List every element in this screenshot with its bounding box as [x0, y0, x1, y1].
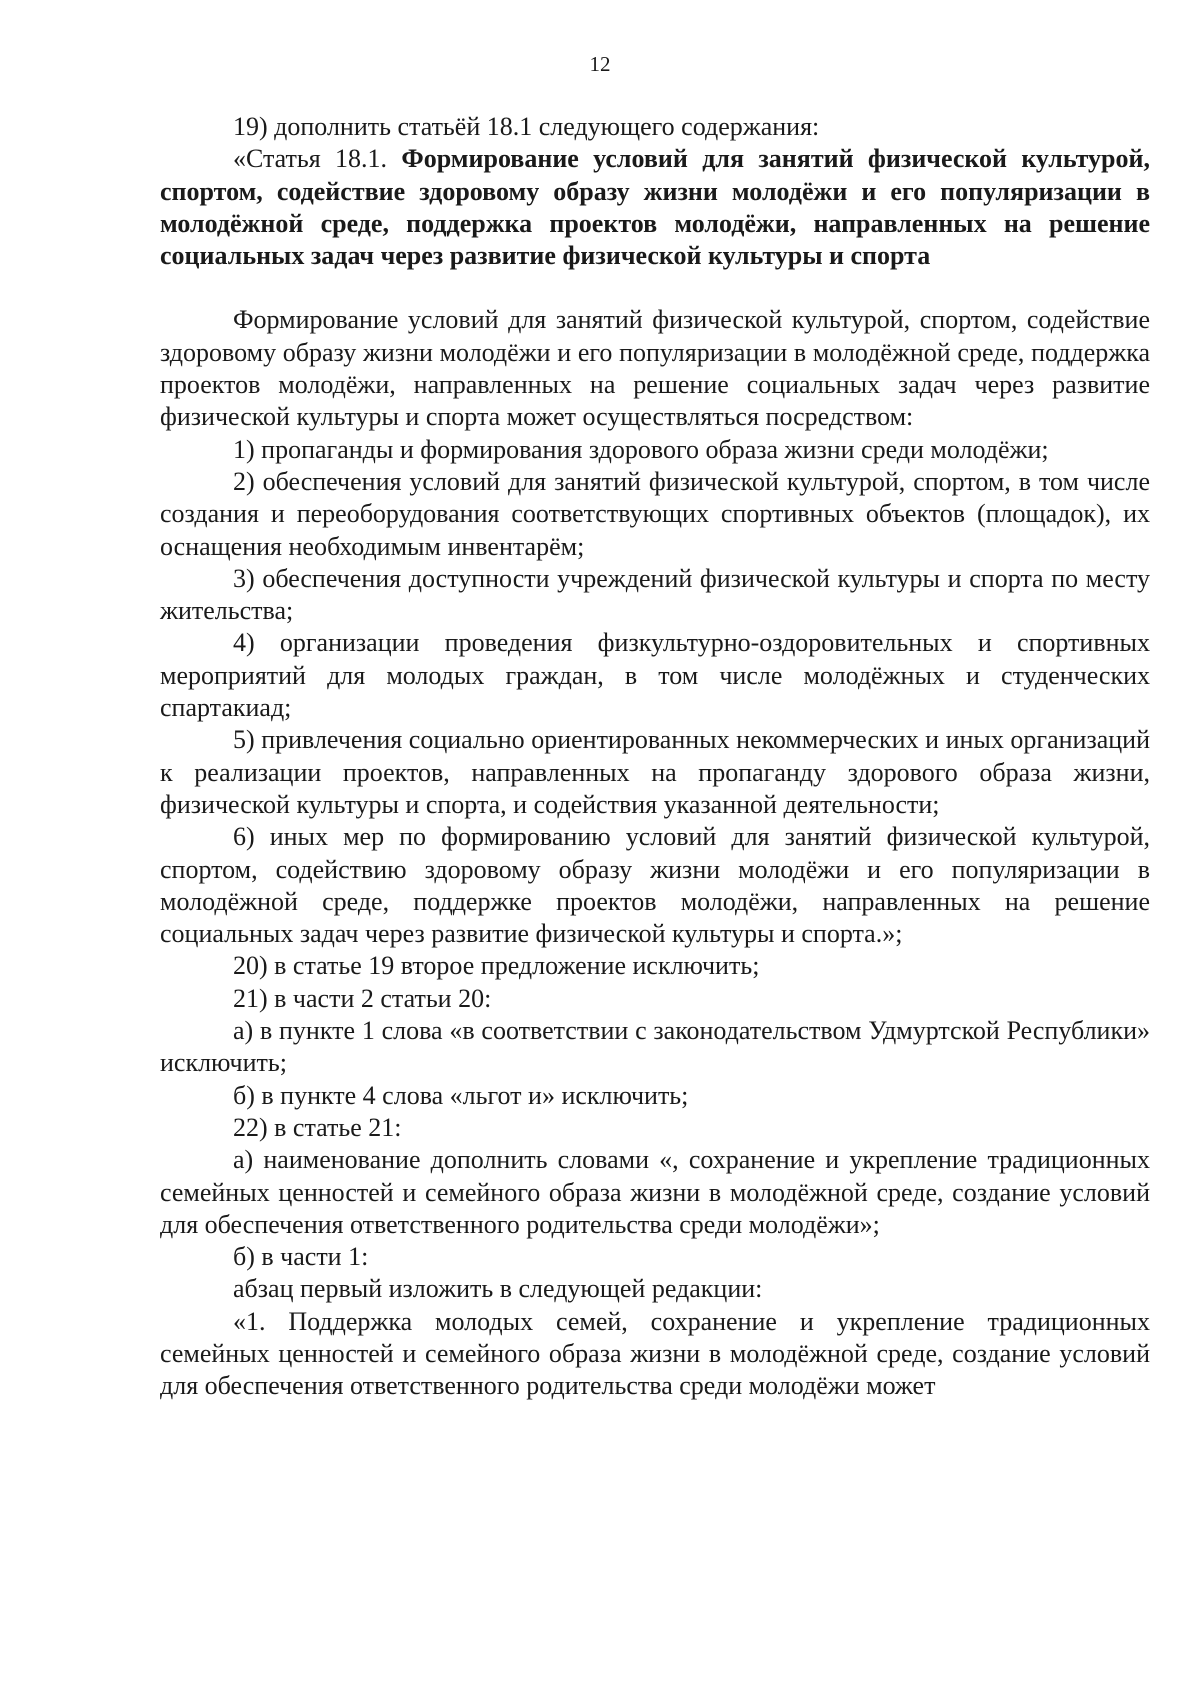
article-number: «Статья 18.1.: [233, 144, 402, 174]
article-title: Формирование условий для занятий физической культурой, спортом, содействие здоровому образу жизни молодёжи и его популяризации в молодёжной среде, поддержка проектов молодёжи, направленных на решение социальных задач через развитие физической культуры и спорта: [160, 144, 1150, 271]
paragraph: «1. Поддержка молодых семей, сохранение и укрепление традиционных семейных ценностей и семейного образа жизни в молодёжной среде, создание условий для обеспечения ответственного родительства среди молодёжи может: [160, 1306, 1150, 1401]
blank-line: [160, 272, 1150, 304]
list-item: а) наименование дополнить словами «, сохранение и укрепление традиционных семейных ценностей и семейного образа жизни в молодёжной среде, создание условий для обеспечения ответственного родительства среди молодёжи»;: [160, 1145, 1150, 1239]
document-body: [160, 111, 1150, 1403]
list-item: 4) организации проведения физкультурно-оздоровительных и спортивных мероприятий для молодых граждан, в том числе молодёжных и студенческих спартакиад;: [160, 628, 1150, 723]
list-item: 3) обеспечения доступности учреждений физической культуры и спорта по месту жительства;: [160, 563, 1150, 626]
article-heading: [160, 143, 1150, 272]
paragraph: абзац первый изложить в следующей редакции:: [233, 1274, 763, 1304]
paragraph: 22) в статье 21:: [233, 1112, 402, 1142]
list-item: 5) привлечения социально ориентированных некоммерческих и иных организаций к реализации проектов, направленных на пропаганду здорового образа жизни, физической культуры и спорта, и содействия указанной деятельности;: [160, 725, 1150, 819]
list-item: 1) пропаганды и формирования здорового образа жизни среди молодёжи;: [233, 434, 1049, 464]
list-item: 2) обеспечения условий для занятий физической культурой, спортом, в том числе создания и переоборудования соответствующих спортивных объектов (площадок), их оснащения необходимым инвентарём;: [160, 466, 1150, 561]
page-number: 12: [589, 52, 611, 76]
list-item: а) в пункте 1 слова «в соответствии с законодательством Удмуртской Республики» исключить;: [160, 1016, 1150, 1078]
paragraph: Формирование условий для занятий физической культурой, спортом, содействие здоровому образу жизни молодёжи и его популяризации в молодёжной среде, поддержка проектов молодёжи, направленных на решение социальных задач через развитие физической культуры и спорта может осуществляться посредством:: [160, 305, 1150, 432]
paragraph: 19) дополнить статьёй 18.1 следующего содержания:: [233, 112, 820, 141]
paragraph: 21) в части 2 статьи 20:: [233, 983, 492, 1013]
list-item: б) в пункте 4 слова «льгот и» исключить;: [233, 1080, 689, 1110]
list-item: 6) иных мер по формированию условий для занятий физической культурой, спортом, содействию здоровому образу жизни молодёжи и его популяризации в молодёжной среде, поддержке проектов молодёжи, направленных на решение социальных задач через развитие физической культуры и спорта.»;: [160, 822, 1150, 949]
list-item: б) в части 1:: [233, 1242, 369, 1272]
paragraph: 20) в статье 19 второе предложение исключить;: [233, 951, 760, 981]
